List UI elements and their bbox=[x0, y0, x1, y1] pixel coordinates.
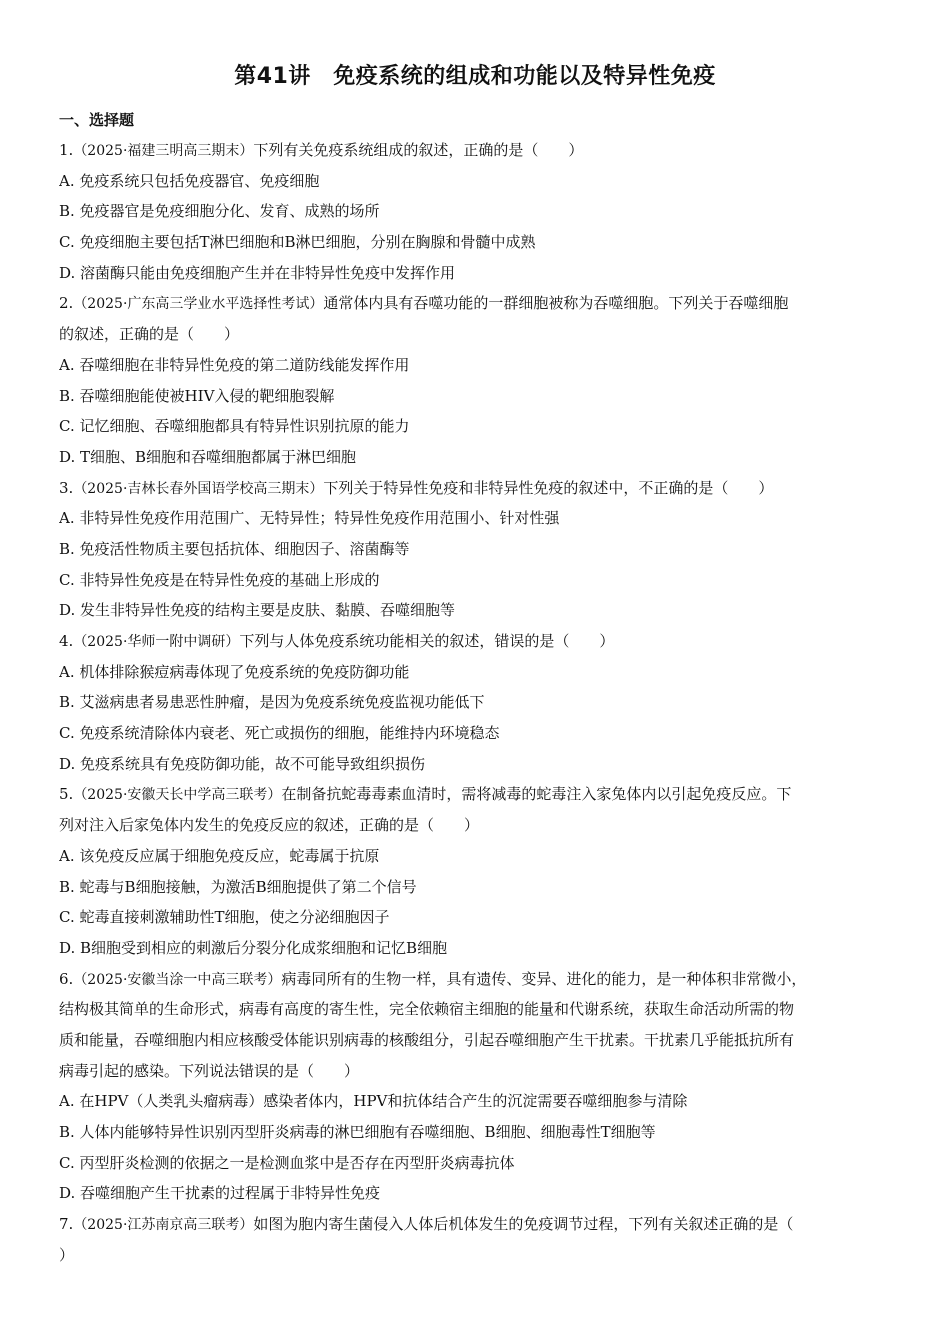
question-stem-text: 通常体内具有吞噬功能的一群细胞被称为吞噬细胞。下列关于吞噬细胞 bbox=[323, 294, 789, 313]
answer-option: A. 在HPV（人类乳头瘤病毒）感染者体内，HPV和抗体结合产生的沉淀需要吞噬细胞参与清除 bbox=[59, 1092, 688, 1111]
answer-option: D. T细胞、B细胞和吞噬细胞都属于淋巴细胞 bbox=[59, 447, 357, 466]
question-source: （2025·江苏南京高三联考） bbox=[73, 1217, 254, 1234]
answer-option: D. B细胞受到相应的刺激后分裂分化成浆细胞和记忆B细胞 bbox=[59, 938, 448, 957]
question-stem-line bbox=[59, 473, 894, 504]
question-stem-text: 结构极其简单的生命形式，病毒有高度的寄生性，完全依赖宿主细胞的能量和代谢系统，获取生命活动所需的物 bbox=[59, 1000, 795, 1019]
answer-option: C. 免疫细胞主要包括T淋巴细胞和B淋巴细胞，分别在胸腺和骨髓中成熟 bbox=[59, 233, 536, 252]
question-number: 6. bbox=[59, 969, 74, 988]
question-stem-line bbox=[59, 994, 894, 1025]
question-stem-line bbox=[59, 779, 894, 810]
question-stem-text: 下列与人体免疫系统功能相关的叙述，错误的是（ ） bbox=[239, 632, 615, 650]
answer-option: B. 吞噬细胞能使被HIV入侵的靶细胞裂解 bbox=[59, 386, 335, 405]
question-stem-text: 列对注入后家兔体内发生的免疫反应的叙述，正确的是（ ） bbox=[59, 816, 480, 835]
answer-option: D. 发生非特异性免疫的结构主要是皮肤、黏膜、吞噬细胞等 bbox=[59, 601, 456, 620]
answer-option: C. 蛇毒直接刺激辅助性T细胞，使之分泌细胞因子 bbox=[59, 908, 390, 927]
question-source: （2025·安徽天长中学高三联考） bbox=[73, 787, 282, 804]
question-number: 3. bbox=[59, 478, 74, 497]
question-number: 4. bbox=[59, 632, 74, 650]
question-stem-text: ） bbox=[59, 1245, 75, 1264]
question-stem-line bbox=[59, 1025, 894, 1056]
answer-option: A. 该免疫反应属于细胞免疫反应，蛇毒属于抗原 bbox=[59, 846, 380, 865]
answer-option: B. 人体内能够特异性识别丙型肝炎病毒的淋巴细胞有吞噬细胞、B细胞、细胞毒性T细胞等 bbox=[59, 1123, 656, 1141]
answer-option: A. 免疫系统只包括免疫器官、免疫细胞 bbox=[59, 171, 320, 190]
answer-option: B. 免疫器官是免疫细胞分化、发育、成熟的场所 bbox=[59, 202, 380, 221]
question-number: 1. bbox=[59, 141, 74, 159]
question-stem-text: 的叙述，正确的是（ ） bbox=[59, 325, 240, 344]
question-item bbox=[59, 626, 894, 779]
answer-option: A. 机体排除猴痘病毒体现了免疫系统的免疫防御功能 bbox=[59, 662, 410, 681]
section-heading: 一、选择题 bbox=[59, 111, 135, 129]
question-item bbox=[59, 779, 894, 963]
answer-option: C. 非特异性免疫是在特异性免疫的基础上形成的 bbox=[59, 570, 380, 589]
answer-option: C. 记忆细胞、吞噬细胞都具有特异性识别抗原的能力 bbox=[59, 417, 410, 436]
question-number: 5. bbox=[59, 785, 74, 804]
question-stem-text: 病毒引起的感染。下列说法错误的是（ ） bbox=[59, 1061, 360, 1080]
question-source: （2025·广东高三学业水平选择性考试） bbox=[73, 296, 324, 313]
question-stem-text: 在制备抗蛇毒毒素血清时，需将减毒的蛇毒注入家兔体内以引起免疫反应。下 bbox=[281, 785, 792, 804]
question-stem-line bbox=[59, 1209, 894, 1240]
answer-option: D. 吞噬细胞产生干扰素的过程属于非特异性免疫 bbox=[59, 1184, 381, 1203]
answer-option: B. 免疫活性物质主要包括抗体、细胞因子、溶菌酶等 bbox=[59, 539, 410, 558]
answer-option: D. 溶菌酶只能由免疫细胞产生并在非特异性免疫中发挥作用 bbox=[59, 263, 456, 282]
answer-option: B. 艾滋病患者易患恶性肿瘤，是因为免疫系统免疫监视功能低下 bbox=[59, 693, 485, 712]
answer-option: D. 免疫系统具有免疫防御功能，故不可能导致组织损伤 bbox=[59, 754, 426, 773]
question-source: （2025·安徽当涂一中高三联考） bbox=[73, 971, 282, 988]
question-stem-line bbox=[59, 964, 894, 995]
question-list bbox=[59, 135, 894, 1270]
question-stem-line bbox=[59, 319, 894, 350]
question-item bbox=[59, 473, 894, 626]
question-stem-line bbox=[59, 1240, 894, 1271]
question-number: 2. bbox=[59, 294, 74, 313]
question-stem-line bbox=[59, 288, 894, 319]
question-stem-line bbox=[59, 1056, 894, 1087]
question-stem-text: 质和能量，吞噬细胞内相应核酸受体能识别病毒的核酸组分，引起吞噬细胞产生干扰素。干扰素几乎能抵抗所有 bbox=[59, 1030, 795, 1049]
answer-option: B. 蛇毒与B细胞接触，为激活B细胞提供了第二个信号 bbox=[59, 877, 417, 896]
question-item bbox=[59, 288, 894, 472]
question-item bbox=[59, 135, 894, 288]
answer-option: A. 吞噬细胞在非特异性免疫的第二道防线能发挥作用 bbox=[59, 355, 410, 374]
answer-option: C. 丙型肝炎检测的依据之一是检测血浆中是否存在丙型肝炎病毒抗体 bbox=[59, 1153, 515, 1172]
question-item bbox=[59, 1209, 894, 1270]
question-stem-text: 下列有关免疫系统组成的叙述，正确的是（ ） bbox=[253, 141, 584, 159]
question-item bbox=[59, 964, 894, 1210]
question-stem-line bbox=[59, 626, 894, 657]
answer-option: C. 免疫系统清除体内衰老、死亡或损伤的细胞，能维持内环境稳态 bbox=[59, 724, 500, 743]
question-stem-line bbox=[59, 135, 894, 166]
question-stem-text: 如图为胞内寄生菌侵入人体后机体发生的免疫调节过程，下列有关叙述正确的是（ bbox=[253, 1215, 794, 1234]
page-title: 第41讲 免疫系统的组成和功能以及特异性免疫 bbox=[234, 64, 716, 89]
question-stem-text: 下列关于特异性免疫和非特异性免疫的叙述中，不正确的是（ ） bbox=[323, 478, 774, 497]
question-stem-line bbox=[59, 810, 894, 841]
question-stem-text: 病毒同所有的生物一样，具有遗传、变异、进化的能力，是一种体积非常微小， bbox=[281, 969, 807, 988]
question-source: （2025·福建三明高三期末） bbox=[73, 143, 254, 159]
question-source: （2025·吉林长春外国语学校高三期末） bbox=[73, 480, 324, 497]
question-number: 7. bbox=[59, 1215, 74, 1234]
question-source: （2025·华师一附中调研） bbox=[73, 634, 240, 650]
answer-option: A. 非特异性免疫作用范围广、无特异性；特异性免疫作用范围小、针对性强 bbox=[59, 509, 560, 528]
